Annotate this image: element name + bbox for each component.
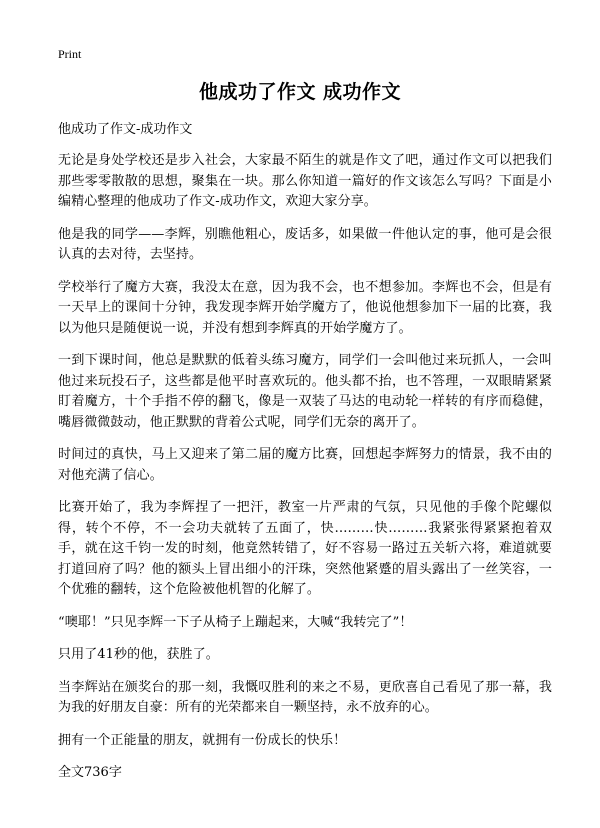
print-link[interactable]: Print — [58, 47, 82, 61]
paragraph-intro: 无论是身处学校还是步入社会，大家最不陌生的就是作文了吧，通过作文可以把我们那些零零散散的思想，聚集在一块。那么你知道一篇好的作文该怎么写吗？下面是小编精心整理的他成功了作文-成功作文，欢迎大家分享。 — [58, 153, 552, 209]
paragraph: 当李辉站在颁奖台的那一刻，我慨叹胜利的来之不易，更欣喜自己看见了那一幕，我为我的好朋友自豪：所有的光荣都来自一颗坚持，永不放弃的心。 — [58, 679, 552, 715]
article-body — [58, 120, 552, 783]
paragraph: 时间过的真快，马上又迎来了第二届的魔方比赛，回想起李辉努力的情景，我不由的对他充满了信心。 — [58, 447, 552, 483]
paragraph: 一到下课时间，他总是默默的低着头练习魔方，同学们一会叫他过来玩抓人，一会叫他过来玩投石子，这些都是他平时喜欢玩的。他头都不抬，也不答理，一双眼睛紧紧盯着魔方，十个手指不停的翻飞，像是一双装了马达的电动轮一样转的有序而稳健，嘴唇微微鼓动，他正默默的背着公式呢，同学们无奈的离开了。 — [58, 353, 552, 430]
paragraph: 只用了41秒的他，获胜了。 — [58, 647, 219, 662]
paragraph: 学校举行了魔方大赛，我没太在意，因为我不会，也不想参加。李辉也不会，但是有一天早上的课间十分钟，我发现李辉开始学魔方了，他说他想参加下一届的比赛，我以为他只是随便说一说，并没有想到李辉真的开始学魔方了。 — [58, 279, 552, 336]
page-title: 他成功了作文 成功作文 — [198, 81, 402, 103]
paragraph: 比赛开始了，我为李辉捏了一把汗，教室一片严肃的气氛，只见他的手像个陀螺似得，转个不停，不一会功夫就转了五面了，快………快………我紧张得紧紧抱着双手，就在这千钧一发的时刻，他竟然转错了，好不容易一路过五关斩六将，难道就要打道回府了吗？他的额头上冒出细小的汗珠，突然他紧蹙的眉头露出了一丝笑容，一个优雅的翻转，这个危险被他机智的化解了。 — [58, 500, 552, 597]
paragraph: 拥有一个正能量的朋友，就拥有一份成长的快乐！ — [58, 732, 347, 748]
word-count: 全文736字 — [58, 765, 122, 780]
paragraph: “噢耶！”只见李辉一下子从椅子上蹦起来，大喊“我转完了”！ — [58, 614, 413, 630]
paragraph: 他是我的同学——李辉，别瞧他粗心，废话多，如果做一件他认定的事，他可是会很认真的去对待，去坚持。 — [58, 226, 552, 262]
article-subtitle: 他成功了作文-成功作文 — [58, 122, 193, 137]
